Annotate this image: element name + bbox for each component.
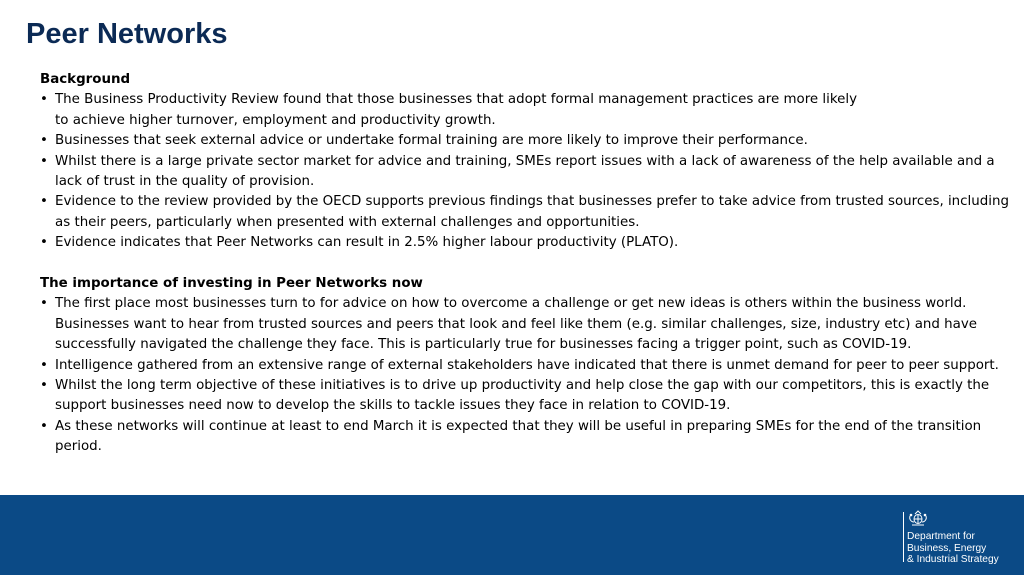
section-heading-background: Background <box>40 72 131 87</box>
bullet-item: • Businesses that seek external advice or undertake formal training are more likely to improve their performance. <box>40 131 1010 151</box>
slide-body <box>40 70 1010 458</box>
footer-bar <box>0 495 1024 575</box>
logo-divider <box>903 512 904 562</box>
bullet-item: • The first place most businesses turn to for advice on how to overcome a challenge or get new ideas is others within the business world. Businesses want to hear from trusted sources and peers that look and feel like them (e.g. similar challenges, size, industry etc) and have successfully navigated the challenge they face. This is particularly true for businesses facing a trigger point, such as COVID-19. <box>40 294 1010 355</box>
logo-line: & Industrial Strategy <box>907 554 999 565</box>
bullet-item: • Evidence to the review provided by the OECD supports previous findings that businesses prefer to take advice from trusted sources, including as their peers, particularly when presented with external challenges and opportunities. <box>40 192 1010 233</box>
page-title: Peer Networks <box>26 18 228 50</box>
bullet-item: • Whilst there is a large private sector market for advice and training, SMEs report issues with a lack of awareness of the help available and a lack of trust in the quality of provision. <box>40 152 1010 193</box>
royal-crest-icon <box>907 510 929 528</box>
bullet-item: • The Business Productivity Review found that those businesses that adopt formal management practices are more likely to achieve higher turnover, employment and productivity growth. <box>40 90 1010 131</box>
importance-bullet-list <box>40 294 1010 457</box>
spacer <box>40 254 1010 274</box>
logo-line: Department for <box>907 531 975 542</box>
section-heading-importance: The importance of investing in Peer Networks now <box>40 276 423 292</box>
bullet-item: • Whilst the long term objective of these initiatives is to drive up productivity and help close the gap with our competitors, this is exactly the support businesses need now to develop the skills to tackle issues they face in relation to COVID-19. <box>40 376 1010 417</box>
bullet-item: • Evidence indicates that Peer Networks can result in 2.5% higher labour productivity (PLATO). <box>40 233 1010 253</box>
logo-line: Business, Energy <box>907 542 987 554</box>
bullet-item: • Intelligence gathered from an extensive range of external stakeholders have indicated that there is unmet demand for peer to peer support. <box>40 356 1010 376</box>
department-logo-text <box>907 531 999 566</box>
background-bullet-list <box>40 90 1010 253</box>
bullet-item: • As these networks will continue at least to end March it is expected that they will be useful in preparing SMEs for the end of the transition period. <box>40 417 1010 458</box>
